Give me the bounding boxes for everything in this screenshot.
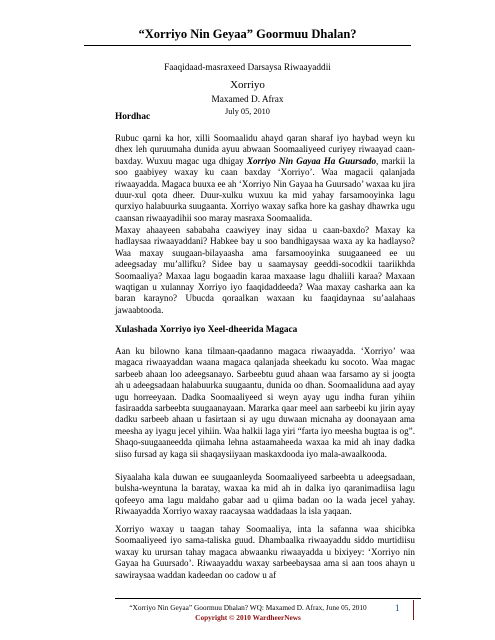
doc-title: Xorriyo [230, 79, 265, 91]
paragraph-1 [115, 133, 415, 224]
page-header-title: “Xorriyo Nin Geyaa” Goormuu Dhalan? [138, 27, 357, 41]
paragraph-4-text: Siyaalaha kala duwan ee suugaanleyda Soomaaliyeed sarbeebta u adeegsadaan, bulsha-weyntuna la baratay, waxaa ka mid ah in dalka iyo qaranimadiisa lagu qofeeyo ama lagu maldaho gabar aad u qiima badan oo la wada jecel yahay. Riwaayadda Xorriyo waxay raacaysaa waddadaas la isla yaqaan. [115, 472, 415, 517]
footer-copyright: Copyright © 2010 WardheerNews [195, 613, 301, 622]
paragraph-2-text: Maxay ahaayeen sababaha caawiyey inay sidaa u caan-baxdo? Maxay ka hadlaysaa riwaayaddani? Habkee bay u soo bandhigaysaa waxa ay ka hadlayso? Waa maxay suugaan-bilayaasha ama farsamooyinka suugaaneed ee uu adeegsaday mu’allifku? Sidee bay u saamaysay geeddi-socodkii taariikhda Soomaaliya? Maxaa lagu bogaadin karaa maxaase lagu dhaliili karaa? Maxaan waqtigan u xulannay Xorriyo iyo faaqidaddeeda? Waa maxay casharka aan ka baran karayno? Ubucda qoraalkan waxaan ku faaqidaynaa su’aalahaas jawaabtooda. [115, 225, 415, 315]
header-rule [84, 45, 411, 46]
paragraph-4 [115, 472, 415, 518]
heading-hordhac: Hordhac [115, 112, 151, 122]
play-title-emphasis: Xorriyo Nin Gayaa Ha Guursado [246, 155, 377, 166]
paragraph-1-text-a: Rubuc qarni ka hor, xilli Soomaalidu ahayd qaran sharaf iyo haybad weyn ku dhex leh quruumaha dunida ayuu abwaan Soomaaliyeed curiyey riwaayad caan-baxday. Wuxuu magac uga dhigay [115, 133, 415, 166]
paragraph-5 [115, 524, 415, 581]
section-heading-hordhac [115, 111, 415, 123]
page-number: 1 [395, 603, 400, 613]
paragraph-3 [115, 346, 415, 460]
paragraph-2 [115, 225, 415, 316]
paragraph-5-text: Xorriyo waxay u taagan tahay Soomaaliya, inta la safanna waa shicibka Soomaaliyeed iyo sama-taliska guud. Dhambaalka riwaayaddu siddo murtidiisu waxay ku urursan tahay magaca abwaanku riwaayadda u bixiyey: ‘Xorriyo nin Gayaa ha Guursado’. Riwaayaddu waxay sarbeebaysaa ama si aan toos ahayn u sawiraysaa waddan kadeedan oo cadow u af [115, 524, 415, 580]
doc-author: Maxamed D. Afrax [211, 95, 284, 105]
doc-date: July 05, 2010 [225, 107, 270, 116]
doc-subtitle: Faaqidaad-masraxeed Darsaysa Riwaayaddii [164, 63, 331, 73]
paragraph-3-text: Aan ku bilowno kana tilmaan-qaadanno magaca riwaayadda. ‘Xorriyo’ waa magaca riwaayaddan waana magaca qalanjada sheekadu ku socoto. Waa magac sarbeeb ahaan loo adeegsanayo. Sarbeebtu guud ahaan waa farsamo ay si joogta ah u adeegsadaan halabuurka suugaantu, dunida oo dhan. Soomaaliduna aad ayay ugu horreeyaan. Dadka Soomaaliyeed si weyn ayay ugu indha furan yihiin fasiraadda sarbeebta suugaanayaan. Mararka qaar meel aan sarbeebi ku jirin ayay dadku sarbeeb ahaan u fasirtaan si ay ugu duwaan micnaha ay doonayaan ama meesha ay iyagu jecel yihiin. Waa halkii laga yiri “farta iyo meesha bugtaa is og”. Shaqo-suugaaneedda qiimaha lehna astaamaheeda waxaa ka mid ah inay dadka siiso fursad ay kaga sii shaqaysiiyaan maskaxdooda iyo mala-awaalkooda. [115, 346, 415, 459]
heading-xulashada: Xulashada Xorriyo iyo Xeel-dheerida Magaca [115, 325, 298, 335]
section-heading-xulashada [115, 324, 415, 336]
footer-citation: “Xorriyo Nin Geyaa” Goormuu Dhalan? WQ: Maxamed D. Afrax, June 05, 2010 [129, 603, 367, 612]
footer-rule [115, 598, 421, 599]
paragraph-1-text-b: , markii la soo gaabiyey waxay ku caan baxday ‘Xorriyo’. Waa magacii qalanjada riwaayadda. Magaca buuxa ee ah ‘Xorriyo Nin Gayaa ha Guursado’ waxaa ku jira duur-xul qota dheer. Duur-xulku wuxuu ka mid yahay farsamooyinka lagu qurxiyo halabuurka suugaanta. Xorriyo waxay safka hore ka gashay dhawrka ugu caansan riwaayadihii soo maray masraxa Soomaalida. [115, 155, 415, 223]
